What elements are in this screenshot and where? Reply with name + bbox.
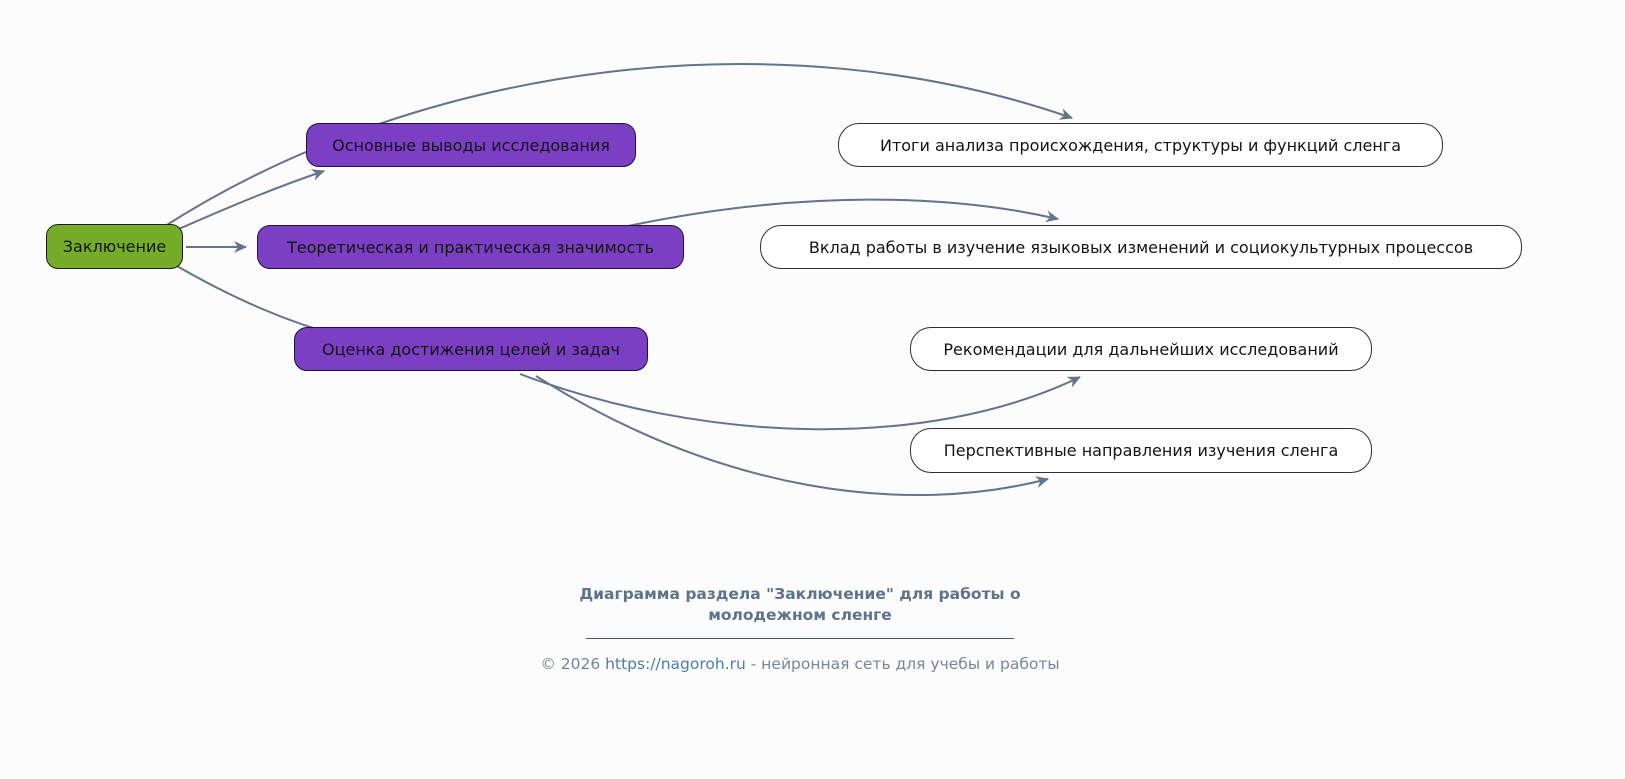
edge-root-to-branch1 [172, 171, 324, 232]
edge-branch2-to-leaf2 [628, 200, 1058, 226]
diagram-footer [400, 584, 1200, 673]
site-link[interactable]: https://nagoroh.ru [605, 654, 746, 673]
node-leaf-analysis-results [838, 123, 1443, 167]
node-root-label: Заключение [62, 237, 167, 256]
node-branch-label: Основные выводы исследования [332, 135, 610, 155]
node-leaf-label: Итоги анализа происхождения, структуры и функций сленга [879, 135, 1402, 155]
node-branch-label: Теоретическая и практическая значимость [287, 237, 654, 257]
diagram-caption [400, 584, 1200, 626]
caption-line2: молодежном сленге [708, 605, 892, 624]
node-leaf-future-directions [910, 428, 1372, 473]
node-leaf-label: Рекомендации для дальнейших исследований [943, 339, 1339, 359]
node-leaf-label: Перспективные направления изучения сленга [943, 441, 1339, 460]
node-leaf-contribution [760, 225, 1522, 269]
node-leaf-label: Вклад работы в изучение языковых изменений и социокультурных процессов [808, 237, 1474, 257]
caption-divider [586, 638, 1014, 639]
node-branch-main-conclusions [306, 123, 636, 167]
edge-branch3-to-leaf3 [520, 374, 1080, 429]
node-root [46, 224, 183, 269]
copyright-prefix: © 2026 [540, 654, 606, 673]
node-branch-goals-assessment [294, 327, 648, 371]
copyright-line [400, 655, 1200, 673]
node-leaf-recommendations [910, 327, 1372, 371]
copyright-suffix: - нейронная сеть для учебы и работы [745, 654, 1060, 673]
node-branch-label: Оценка достижения целей и задач [322, 339, 620, 359]
edge-root-to-branch3 [170, 262, 344, 337]
caption-line1: Диаграмма раздела "Заключение" для работы о [579, 585, 1021, 603]
node-branch-significance [257, 225, 684, 269]
